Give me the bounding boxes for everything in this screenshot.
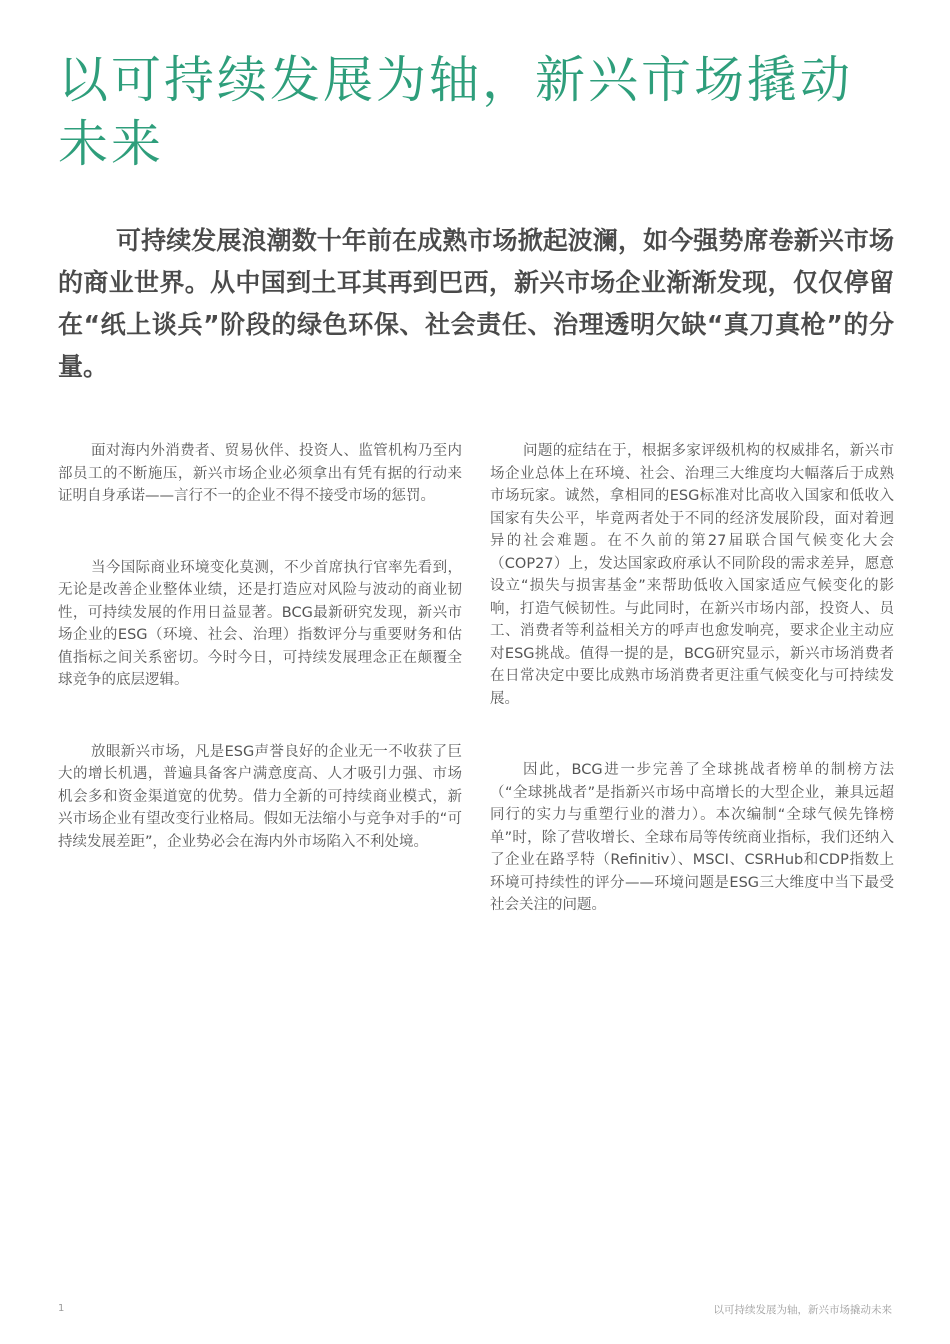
page-number: 1	[58, 1303, 65, 1314]
body-paragraph: 问题的症结在于，根据多家评级机构的权威排名，新兴市场企业总体上在环境、社会、治理三大维度均大幅落后于成熟市场玩家。诚然，拿相同的ESG标准对比高收入国家和低收入国家有失公平，毕竟两者处于不同的经济发展阶段，面对着迥异的社会难题。在不久前的第27届联合国气候变化大会（COP27）上，发达国家政府承认不同阶段的需求差异，愿意设立“损失与损害基金”来帮助低收入国家适应气候变化的影响，打造气候韧性。与此同时，在新兴市场内部，投资人、员工、消费者等利益相关方的呼声也愈发响亮，要求企业主动应对ESG挑战。值得一提的是，BCG研究显示，新兴市场消费者在日常决定中要比成熟市场消费者更注重气候变化与可持续发展。	[490, 443, 894, 707]
footer-running-title: 以可持续发展为轴，新兴市场撬动未来	[713, 1304, 892, 1316]
right-column	[490, 440, 894, 966]
lead-paragraph: 可持续发展浪潮数十年前在成熟市场掀起波澜，如今强势席卷新兴市场的商业世界。从中国到土耳其再到巴西，新兴市场企业渐渐发现，仅仅停留在“纸上谈兵”阶段的绿色环保、社会责任、治理透明欠缺“真刀真枪”的分量。	[58, 226, 894, 381]
body-paragraph: 当今国际商业环境变化莫测，不少首席执行官率先看到，无论是改善企业整体业绩，还是打造应对风险与波动的商业韧性，可持续发展的作用日益显著。BCG最新研究发现，新兴市场企业的ESG（环境、社会、治理）指数评分与重要财务和估值指标之间关系密切。今时今日，可持续发展理念正在颠覆全球竞争的底层逻辑。	[58, 559, 462, 688]
body-paragraph: 放眼新兴市场，凡是ESG声誉良好的企业无一不收获了巨大的增长机遇，普遍具备客户满意度高、人才吸引力强、市场机会多和资金渠道宽的优势。借力全新的可持续商业模式，新兴市场企业有望改变行业格局。假如无法缩小与竞争对手的“可持续发展差距”，企业势必会在海内外市场陷入不利处境。	[58, 743, 462, 850]
left-column	[58, 440, 462, 902]
article-title: 以可持续发展为轴，新兴市场撬动未来	[58, 51, 853, 173]
body-paragraph: 因此，BCG进一步完善了全球挑战者榜单的制榜方法（“全球挑战者”是指新兴市场中高增长的大型企业，兼具远超同行的实力与重塑行业的潜力）。本次编制“全球气候先锋榜单”时，除了营收增长、全球布局等传统商业指标，我们还纳入了企业在路孚特（Refinitiv）、MSCI、CSRHub和CDP指数上环境可持续性的评分——环境问题是ESG三大维度中当下最受社会关注的问题。	[490, 762, 894, 913]
body-paragraph: 面对海内外消费者、贸易伙伴、投资人、监管机构乃至内部员工的不断施压，新兴市场企业必须拿出有凭有据的行动来证明自身承诺——言行不一的企业不得不接受市场的惩罚。	[58, 443, 462, 504]
